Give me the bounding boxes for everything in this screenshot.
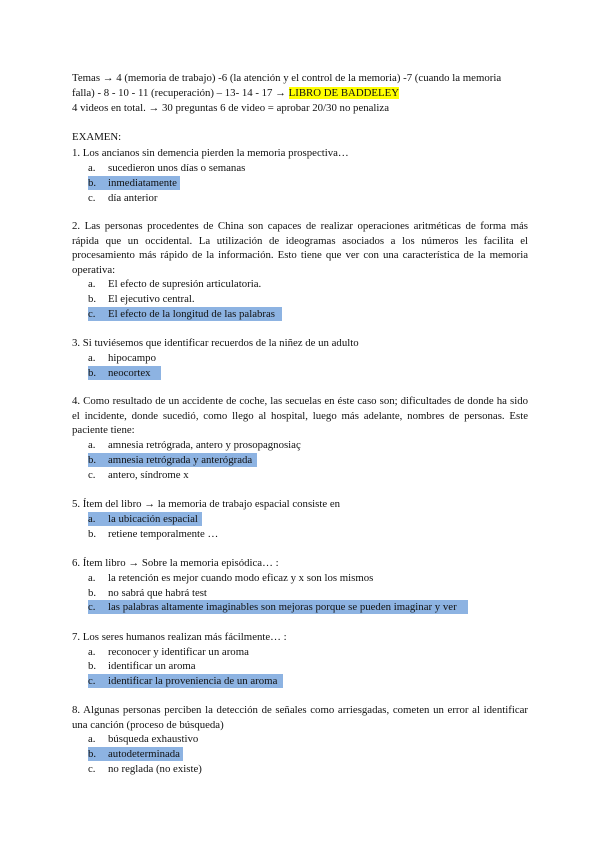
option-letter: a.	[88, 733, 96, 745]
option-text: autodeterminada	[108, 748, 180, 760]
option-letter: a.	[88, 646, 96, 658]
q7-option-a	[88, 645, 249, 659]
q5-option-b	[88, 527, 218, 541]
q1-option-a	[88, 161, 245, 175]
option-text: la retención es mejor cuando modo eficaz y x son los mismos	[108, 572, 374, 584]
option-letter: b.	[88, 748, 97, 760]
q2-option-c	[88, 307, 275, 321]
highlight-baddeley: LIBRO DE BADDELEY	[288, 87, 400, 99]
question-3: 3. Si tuviésemos que identificar recuerdos de la niñez de un adulto	[72, 337, 359, 349]
q4-option-a	[88, 438, 301, 452]
option-letter: b.	[88, 528, 97, 540]
header-line-2	[72, 86, 399, 100]
option-letter: b.	[88, 660, 97, 672]
header-line-3: 4 videos en total. → 30 preguntas 6 de video = aprobar 20/30 no penaliza	[72, 102, 390, 114]
option-text: no reglada (no existe)	[108, 763, 202, 775]
option-text: amnesia retrógrada y anterógrada	[108, 454, 253, 466]
option-letter: a.	[88, 513, 96, 525]
option-text: inmediatamente	[108, 177, 177, 189]
option-text: identificar un aroma	[108, 660, 196, 672]
option-letter: c.	[88, 469, 96, 481]
option-text: día anterior	[108, 192, 158, 204]
option-letter: a.	[88, 162, 96, 174]
question-4: 4. Como resultado de un accidente de coche, las secuelas en éste caso son; dificultades de donde ha sido el incidente, donde sucedió, como llego al hospital, luego más adelante, nombres de personas. Este paciente tiene:	[72, 395, 528, 437]
q7-option-c	[88, 674, 277, 688]
q8-option-c	[88, 762, 202, 776]
option-letter: b.	[88, 367, 97, 379]
q5-option-a	[88, 512, 198, 526]
option-text: neocortex	[108, 367, 151, 379]
option-text: El efecto de supresión articulatoria.	[108, 278, 262, 290]
option-letter: b.	[88, 454, 97, 466]
option-text: no sabrá que habrá test	[108, 587, 207, 599]
option-letter: a.	[88, 439, 96, 451]
q3-option-a	[88, 351, 156, 365]
option-letter: c.	[88, 192, 96, 204]
option-letter: c.	[88, 675, 96, 687]
q2-option-b	[88, 292, 195, 306]
question-8: 8. Algunas personas perciben la detección de señales como arriesgadas, cometen un error al identificar una canción (proceso de búsqueda)	[72, 704, 528, 731]
q8-option-a	[88, 732, 198, 746]
option-text: identificar la proveniencia de un aroma	[108, 675, 278, 687]
exam-title: EXAMEN:	[72, 131, 122, 143]
option-text: hipocampo	[108, 352, 156, 364]
question-2: 2. Las personas procedentes de China son capaces de realizar operaciones aritméticas de forma más rápida que un occidental. La utilización de ideogramas asociados a los números les facilita el procesamiento más rápido de la información. Esto tiene que ver con una característica de la memoria operativa:	[72, 220, 528, 276]
q3-option-b	[88, 366, 151, 380]
option-text: la ubicación espacial	[108, 513, 198, 525]
option-text: El ejecutivo central.	[108, 293, 195, 305]
option-text: búsqueda exhaustivo	[108, 733, 199, 745]
option-text: sucedieron unos días o semanas	[108, 162, 246, 174]
q8-option-b	[88, 747, 180, 761]
option-letter: a.	[88, 572, 96, 584]
option-letter: c.	[88, 308, 96, 320]
option-letter: b.	[88, 177, 97, 189]
option-text: retiene temporalmente …	[108, 528, 219, 540]
option-letter: c.	[88, 763, 96, 775]
option-text: reconocer y identificar un aroma	[108, 646, 249, 658]
q4-option-c	[88, 468, 189, 482]
question-7: 7. Los seres humanos realizan más fácilmente… :	[72, 631, 287, 643]
q6-option-a	[88, 571, 373, 585]
q1-option-c	[88, 191, 157, 205]
option-letter: c.	[88, 601, 96, 613]
question-5: 5. Ítem del libro → la memoria de trabajo espacial consiste en	[72, 498, 341, 510]
question-6: 6. Ítem libro → Sobre la memoria episódica… :	[72, 557, 279, 569]
option-text: El efecto de la longitud de las palabras	[108, 308, 275, 320]
option-text: antero, síndrome x	[108, 469, 189, 481]
q6-option-c	[88, 600, 457, 614]
question-1: 1. Los ancianos sin demencia pierden la memoria prospectiva…	[72, 147, 349, 159]
option-text: amnesia retrógrada, antero y prosopagnosiaç	[108, 439, 301, 451]
option-letter: a.	[88, 352, 96, 364]
header-line-2-text: falla) - 8 - 10 - 11 (recuperación) – 13- 14 - 17 →	[72, 87, 289, 99]
q1-option-b	[88, 176, 177, 190]
q2-option-a	[88, 277, 261, 291]
option-letter: b.	[88, 587, 97, 599]
option-text: las palabras altamente imaginables son mejoras porque se pueden imaginar y ver	[108, 601, 457, 613]
q4-option-b	[88, 453, 252, 467]
option-letter: a.	[88, 278, 96, 290]
option-letter: b.	[88, 293, 97, 305]
q6-option-b	[88, 586, 207, 600]
q7-option-b	[88, 659, 196, 673]
header-line-1: Temas → 4 (memoria de trabajo) -6 (la atención y el control de la memoria) -7 (cuando la memoria	[72, 72, 502, 84]
